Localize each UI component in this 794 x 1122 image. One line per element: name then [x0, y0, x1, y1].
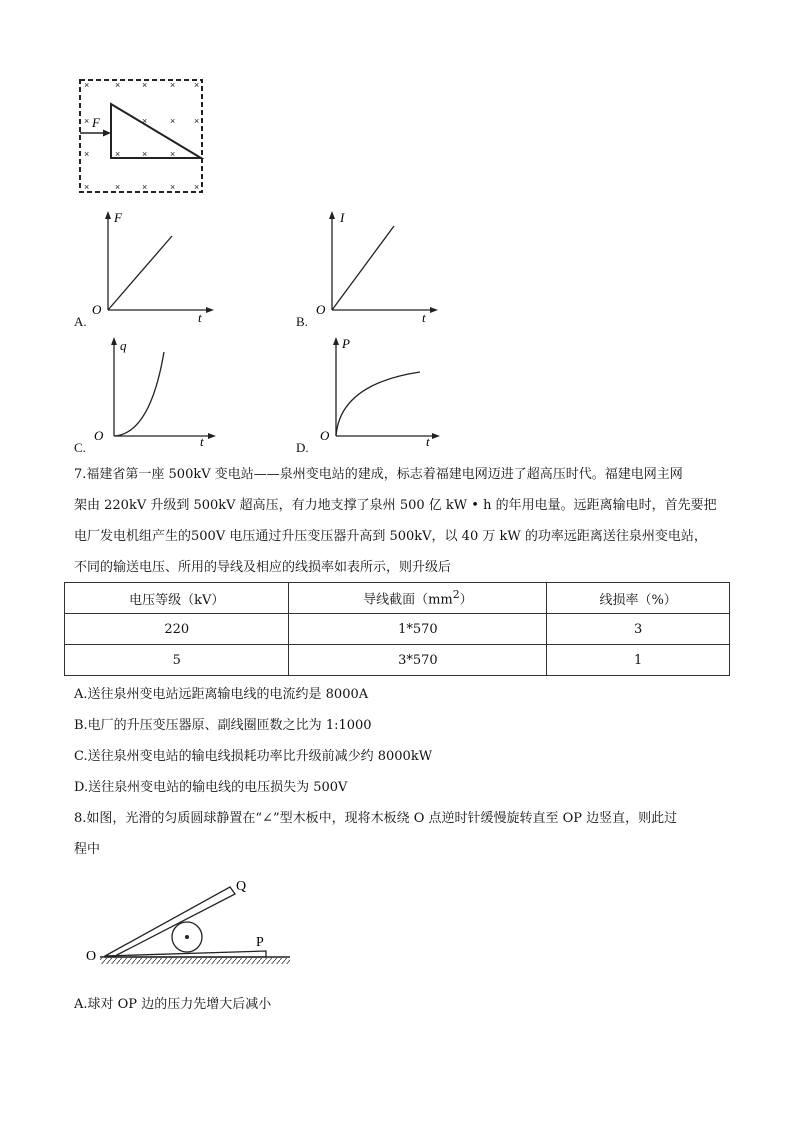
- q7-option-d: D.送往泉州变电站的输电线的电压损失为 500V: [74, 780, 348, 795]
- q7-line-2: 架由 220kV 升级到 500kV 超高压，有力地支撑了泉州 500 亿 kW • h 的年用电量。远距离输电时，首先要把: [74, 498, 717, 513]
- svg-text:×: ×: [115, 149, 121, 159]
- board-oq: [105, 887, 235, 956]
- header-sup: 2: [452, 588, 460, 602]
- y-axis-label: P: [342, 336, 350, 351]
- origin-label: O: [94, 428, 104, 443]
- svg-text:×: ×: [194, 80, 200, 90]
- svg-text:×: ×: [142, 80, 148, 90]
- graph-b-curve: [332, 226, 394, 310]
- cell-voltage: 220: [65, 614, 289, 645]
- graph-b: [312, 208, 442, 324]
- svg-text:×: ×: [115, 80, 121, 90]
- header-cross-section: [289, 583, 547, 614]
- x-axis-label: t: [422, 310, 426, 324]
- q7-option-a: A.送往泉州变电站远距离输电线的电流约是 8000A: [74, 687, 369, 702]
- table-header-row: [65, 583, 730, 614]
- x-axis-arrow: [432, 433, 440, 439]
- header-voltage: 电压等级（kV）: [65, 583, 289, 614]
- x-axis-arrow: [208, 433, 216, 439]
- table-row: [65, 645, 730, 676]
- graph-a: [88, 208, 218, 324]
- graph-b-option: B.: [296, 314, 308, 329]
- q8-option-a: A.球对 OP 边的压力先增大后减小: [74, 997, 272, 1012]
- graph-c-curve: [114, 352, 164, 436]
- magnetic-field-figure: [70, 72, 210, 197]
- graph-c-option: C.: [74, 440, 86, 455]
- triangle-loop: [111, 104, 201, 158]
- q7-line-1: 7.福建省第一座 500kV 变电站——泉州变电站的建成，标志着福建电网迈进了超高压时代。福建电网主网: [74, 467, 683, 482]
- svg-text:×: ×: [142, 116, 148, 126]
- svg-text:×: ×: [170, 116, 176, 126]
- y-axis-arrow: [329, 211, 335, 219]
- q8-line-1: 8.如图，光滑的匀质圆球静置在“∠”型木板中，现将木板绕 O 点逆时针缓慢旋转直至 OP 边竖直，则此过: [74, 811, 678, 826]
- svg-text:×: ×: [142, 182, 148, 192]
- q8-line-2: 程中: [74, 842, 101, 857]
- table-row: [65, 614, 730, 645]
- svg-text:×: ×: [194, 182, 200, 192]
- graph-d: [314, 334, 444, 450]
- y-axis-arrow: [111, 337, 117, 345]
- cell-loss-rate: 1: [547, 645, 730, 676]
- field-region-boundary: [80, 80, 202, 192]
- svg-text:×: ×: [170, 182, 176, 192]
- cell-cross-section: 1*570: [289, 614, 547, 645]
- graph-c: [88, 334, 218, 450]
- y-axis-arrow: [105, 211, 111, 219]
- x-axis-arrow: [206, 307, 214, 313]
- force-arrowhead: [103, 130, 111, 137]
- ball-center: [185, 935, 189, 939]
- header-loss-rate: 线损率（%）: [547, 583, 730, 614]
- graph-d-option: D.: [296, 440, 309, 455]
- force-label: F: [92, 115, 100, 130]
- label-o: O: [86, 949, 97, 964]
- graph-a-curve: [108, 236, 172, 310]
- y-axis-arrow: [333, 337, 339, 345]
- svg-text:×: ×: [142, 149, 148, 159]
- graph-a-option: A.: [74, 314, 87, 329]
- svg-text:×: ×: [194, 116, 200, 126]
- origin-label: O: [316, 302, 326, 317]
- cell-loss-rate: 3: [547, 614, 730, 645]
- q7-option-c: C.送往泉州变电站的输电线损耗功率比升级前减少约 8000kW: [74, 749, 433, 764]
- header-close: ）: [459, 592, 473, 608]
- field-crosses: [84, 80, 199, 192]
- svg-text:×: ×: [84, 149, 90, 159]
- y-axis-label: q: [120, 338, 127, 353]
- board-ball-figure: [80, 870, 300, 974]
- header-cross-section-text: 导线截面（mm: [363, 592, 453, 608]
- q7-line-3: 电厂发电机组产生的500V 电压通过升压变压器升高到 500kV，以 40 万 kW 的功率远距离送往泉州变电站，: [74, 529, 707, 544]
- q7-option-b: B.电厂的升压变压器原、副线圈匝数之比为 1:1000: [74, 718, 372, 733]
- svg-text:×: ×: [170, 149, 176, 159]
- x-axis-label: t: [426, 434, 430, 449]
- svg-text:×: ×: [84, 182, 90, 192]
- line-loss-table: [64, 582, 730, 676]
- label-p: P: [256, 935, 264, 950]
- ground-hatching: [100, 958, 290, 964]
- cell-voltage: 5: [65, 645, 289, 676]
- x-axis-label: t: [198, 310, 202, 324]
- graph-d-curve: [336, 372, 420, 436]
- svg-text:×: ×: [170, 80, 176, 90]
- svg-text:×: ×: [84, 116, 90, 126]
- x-axis-arrow: [430, 307, 438, 313]
- origin-label: O: [320, 428, 330, 443]
- x-axis-label: t: [200, 434, 204, 449]
- y-axis-label: I: [340, 210, 345, 225]
- y-axis-label: F: [114, 210, 122, 225]
- origin-label: O: [92, 302, 102, 317]
- svg-text:×: ×: [115, 182, 121, 192]
- q7-line-4: 不同的输送电压、所用的导线及相应的线损率如表所示，则升级后: [74, 560, 452, 575]
- cell-cross-section: 3*570: [289, 645, 547, 676]
- label-q: Q: [236, 879, 247, 894]
- svg-text:×: ×: [84, 80, 90, 90]
